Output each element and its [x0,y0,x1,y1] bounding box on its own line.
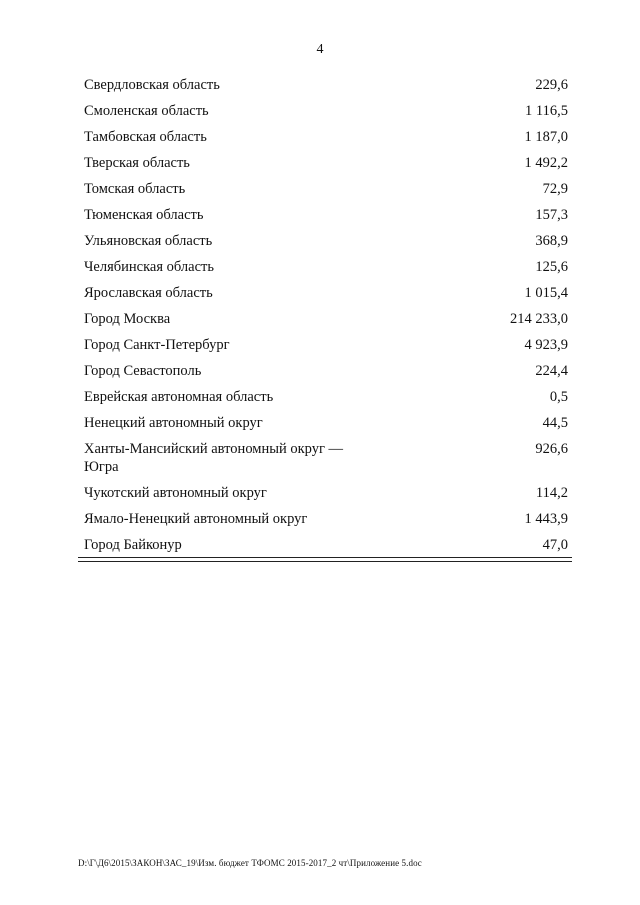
region-name: Тверская область [84,155,190,171]
region-value: 0,5 [549,389,568,405]
table-row [84,228,568,254]
region-value: 125,6 [535,259,568,275]
region-name: Город Москва [84,311,171,327]
page-number: 4 [316,42,324,57]
region-value: 229,6 [535,77,568,93]
table-row [84,532,568,558]
table-row [84,202,568,228]
table-row [84,176,568,202]
region-name: Томская область [84,181,186,197]
region-value: 214 233,0 [510,311,568,327]
table-row [84,150,568,176]
table-row [84,98,568,124]
region-value: 44,5 [542,415,568,431]
table-row [84,124,568,150]
region-name: Ульяновская область [84,233,213,249]
table-row [84,306,568,332]
region-value: 224,4 [535,363,568,379]
table-row [84,480,568,506]
footer-file-path: D:\Г\Д6\2015\ЗАКОН\ЗАС_19\Изм. бюджет ТФОМС 2015-2017_2 чт\Приложение 5.doc [78,858,422,868]
region-value: 1 015,4 [524,285,568,301]
region-name: Челябинская область [84,259,214,275]
region-value: 1 187,0 [524,129,568,145]
table-row [84,72,568,98]
region-name: Город Севастополь [84,363,202,379]
region-name: Свердловская область [84,77,220,93]
table-row [84,332,568,358]
region-name: Ямало-Ненецкий автономный округ [84,511,308,527]
region-value: 47,0 [542,537,568,553]
region-name: Ненецкий автономный округ [84,415,263,431]
region-name: Чукотский автономный округ [84,485,267,501]
region-name: Тюменская область [84,207,204,223]
table-row [84,280,568,306]
region-value: 1 443,9 [524,511,568,527]
region-value: 1 492,2 [524,155,568,171]
region-value: 72,9 [542,181,568,197]
region-value: 114,2 [535,485,568,501]
table-row [84,358,568,384]
region-name: Ярославская область [84,285,213,301]
regions-table [84,72,568,558]
region-name: Город Санкт-Петербург [84,337,230,353]
region-name: Еврейская автономная область [84,389,274,405]
region-value: 368,9 [535,233,568,249]
region-value: 926,6 [535,441,568,457]
table-row [84,254,568,280]
region-name: Ханты-Мансийский автономный округ — Югра [84,441,344,475]
region-value: 4 923,9 [524,337,568,353]
region-value: 157,3 [535,207,568,223]
region-name: Смоленская область [84,103,209,119]
region-name: Тамбовская область [84,129,207,145]
table-row [84,506,568,532]
table-row [84,436,568,480]
region-value: 1 116,5 [525,103,568,119]
region-name: Город Байконур [84,537,182,553]
table-row [84,410,568,436]
table-bottom-rule [78,557,572,562]
table-row [84,384,568,410]
